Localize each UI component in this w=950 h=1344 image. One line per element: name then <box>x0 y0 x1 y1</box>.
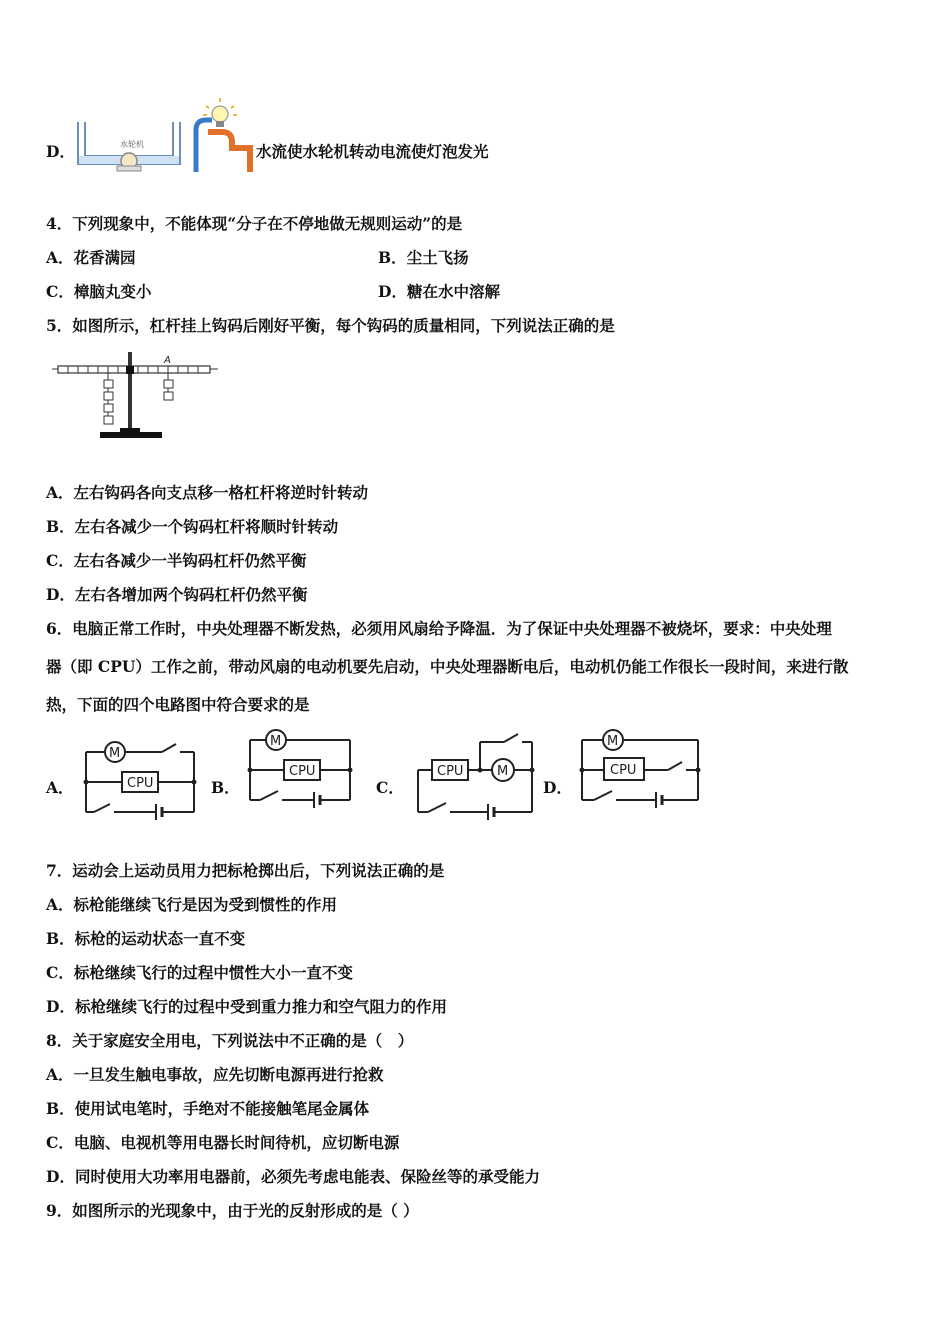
q6-option-d-label: D． <box>543 778 572 797</box>
svg-text:CPU: CPU <box>127 776 154 791</box>
q5-option-b: B．左右各减少一个钩码杠杆将顺时针转动 <box>46 517 339 536</box>
q7-option-a: A．标枪能继续飞行是因为受到惯性的作用 <box>46 895 338 914</box>
q3-option-d-text: 水流使水轮机转动电流使灯泡发光 <box>256 142 489 161</box>
svg-text:CPU: CPU <box>437 764 464 779</box>
circuit-c <box>408 728 538 820</box>
q7-stem: 7．运动会上运动员用力把标枪掷出后，下列说法正确的是 <box>46 861 445 880</box>
svg-text:A: A <box>164 355 171 366</box>
q4-option-c: C．樟脑丸变小 <box>46 282 152 301</box>
svg-text:水轮机: 水轮机 <box>120 140 144 149</box>
q5-option-d: D．左右各增加两个钩码杠杆仍然平衡 <box>46 585 308 604</box>
q6-stem-line-2: 器（即 CPU）工作之前，带动风扇的电动机要先启动，中央处理器断电后，电动机仍能工作很长一段时间，来进行散 <box>46 657 849 676</box>
q8-option-d: D．同时使用大功率用电器前，必须先考虑电能表、保险丝等的承受能力 <box>46 1167 540 1186</box>
q9-stem: 9．如图所示的光现象中，由于光的反射形成的是（ ） <box>46 1201 419 1220</box>
water-wheel-lamp-figure <box>72 98 257 176</box>
q4-option-d: D．糖在水中溶解 <box>378 282 500 301</box>
q5-option-a: A．左右钩码各向支点移一格杠杆将逆时针转动 <box>46 483 369 502</box>
q5-option-c: C．左右各减少一半钩码杠杆仍然平衡 <box>46 551 307 570</box>
circuit-d <box>572 728 706 814</box>
q5-stem: 5．如图所示，杠杆挂上钩码后刚好平衡，每个钩码的质量相同，下列说法正确的是 <box>46 316 615 335</box>
q4-stem: 4．下列现象中，不能体现“分子在不停地做无规则运动”的是 <box>46 214 463 233</box>
circuit-b <box>240 728 358 808</box>
q8-option-b: B．使用试电笔时，手绝对不能接触笔尾金属体 <box>46 1099 370 1118</box>
q3-option-d-label: D． <box>46 142 75 161</box>
svg-text:CPU: CPU <box>289 764 316 779</box>
q7-option-c: C．标枪继续飞行的过程中惯性大小一直不变 <box>46 963 353 982</box>
q6-option-c-label: C． <box>376 778 404 797</box>
q6-stem-line-3: 热，下面的四个电路图中符合要求的是 <box>46 695 310 714</box>
q7-option-b: B．标枪的运动状态一直不变 <box>46 929 246 948</box>
svg-text:M: M <box>109 746 121 761</box>
q6-stem-line-1: 6．电脑正常工作时，中央处理器不断发热，必须用风扇给予降温．为了保证中央处理器不被烧坏，要求：中央处理 <box>46 619 832 638</box>
svg-text:M: M <box>270 734 282 749</box>
q4-option-a: A．花香满园 <box>46 248 136 267</box>
lever-figure <box>52 350 220 446</box>
q6-option-a-label: A． <box>46 778 74 797</box>
q8-stem: 8．关于家庭安全用电，下列说法中不正确的是（ ） <box>46 1031 414 1050</box>
circuit-a <box>76 740 200 820</box>
light-bulb-icon <box>203 98 237 127</box>
q4-option-b: B．尘土飞扬 <box>378 248 469 267</box>
q6-option-b-label: B． <box>211 778 240 797</box>
svg-text:CPU: CPU <box>610 763 637 778</box>
q7-option-d: D．标枪继续飞行的过程中受到重力推力和空气阻力的作用 <box>46 997 447 1016</box>
q8-option-a: A．一旦发生触电事故，应先切断电源再进行抢救 <box>46 1065 384 1084</box>
svg-text:M: M <box>497 764 509 779</box>
q8-option-c: C．电脑、电视机等用电器长时间待机，应切断电源 <box>46 1133 400 1152</box>
svg-text:M: M <box>607 734 619 749</box>
